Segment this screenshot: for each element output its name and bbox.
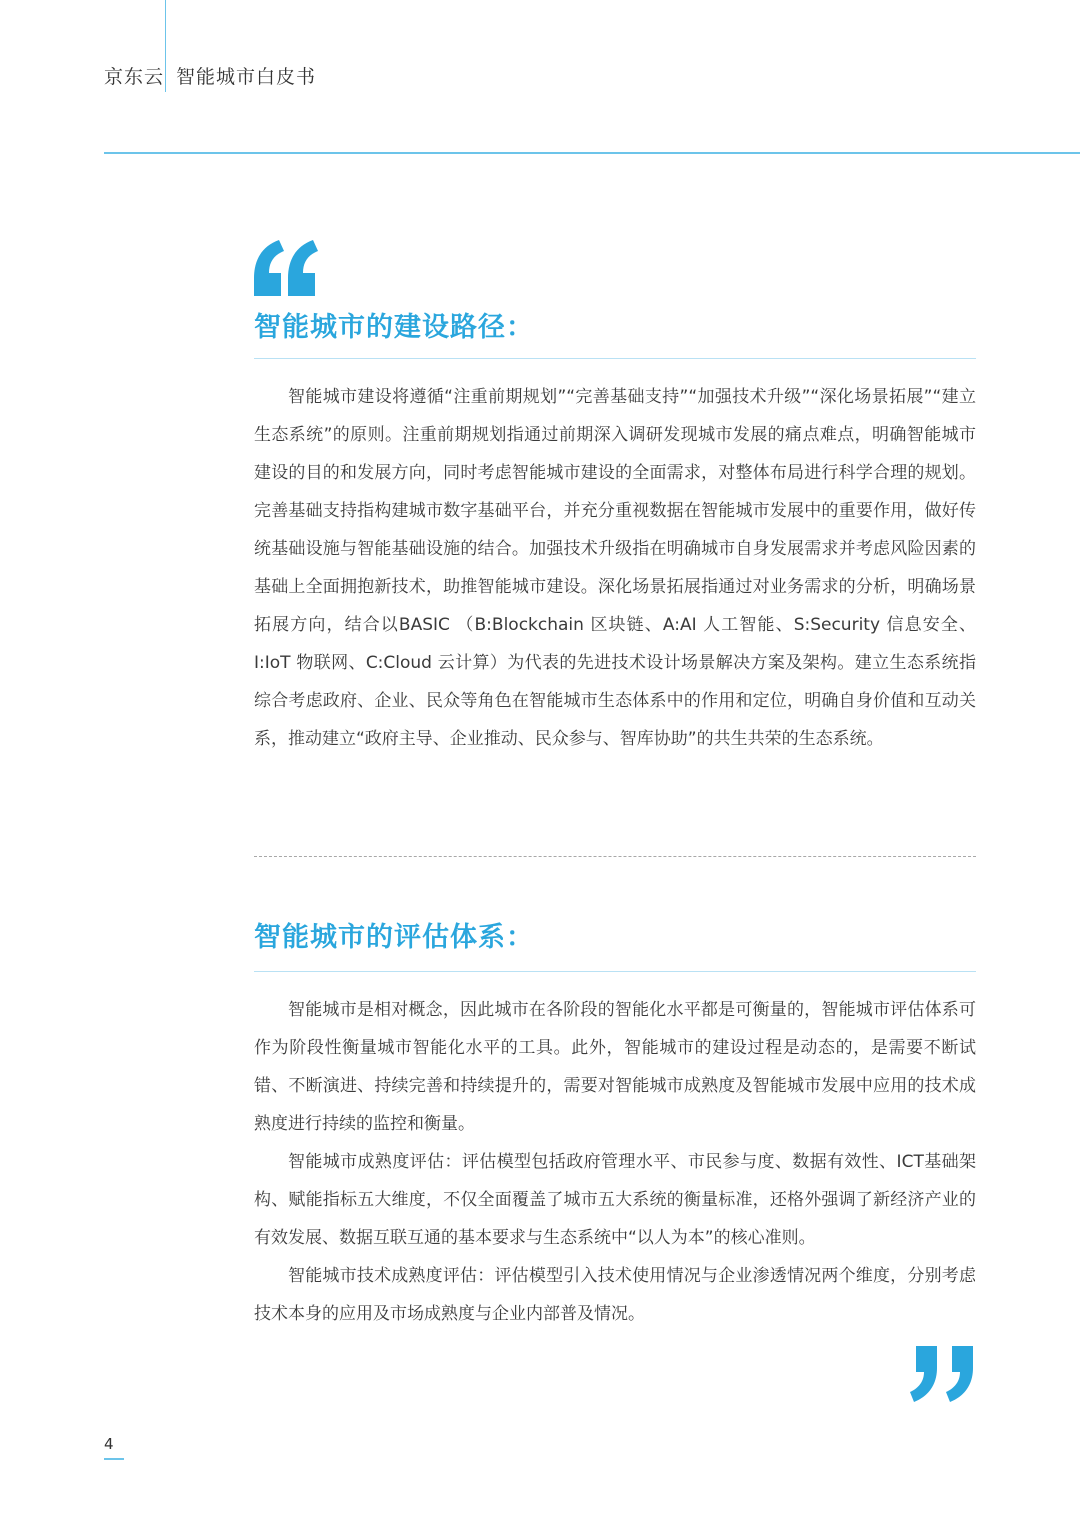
- section-body-construction-path: [254, 378, 976, 758]
- section-title-rule: [254, 358, 976, 359]
- header-title: 智能城市白皮书: [176, 66, 317, 88]
- open-quote-icon: [250, 238, 320, 296]
- section-separator: [254, 856, 976, 857]
- page-number: 4: [104, 1435, 114, 1453]
- paragraph: 智能城市建设将遵循“注重前期规划”“完善基础支持”“加强技术升级”“深化场景拓展”“建立生态系统”的原则。注重前期规划指通过前期深入调研发现城市发展的痛点难点，明确智能城市建设的目的和发展方向，同时考虑智能城市建设的全面需求，对整体布局进行科学合理的规划。完善基础支持指构建城市数字基础平台，并充分重视数据在智能城市发展中的重要作用，做好传统基础设施与智能基础设施的结合。加强技术升级指在明确城市自身发展需求并考虑风险因素的基础上全面拥抱新技术，助推智能城市建设。深化场景拓展指通过对业务需求的分析，明确场景拓展方向，结合以BASIC （B:Blockchain 区块链、A:AI 人工智能、S:Security 信息安全、I:IoT 物联网、C:Cloud 云计算）为代表的先进技术设计场景解决方案及架构。建立生态系统指综合考虑政府、企业、民众等角色在智能城市生态体系中的作用和定位，明确自身价值和互动关系，推动建立“政府主导、企业推动、民众参与、智库协助”的共生共荣的生态系统。: [254, 387, 976, 749]
- section-title-rule: [254, 971, 976, 972]
- section-title-evaluation-system: 智能城市的评估体系：: [254, 922, 534, 953]
- section-body-evaluation-system: [254, 991, 976, 1333]
- header-divider: [165, 0, 166, 92]
- header-brand: 京东云: [104, 66, 165, 88]
- paragraph: 智能城市技术成熟度评估：评估模型引入技术使用情况与企业渗透情况两个维度，分别考虑技术本身的应用及市场成熟度与企业内部普及情况。: [254, 1266, 976, 1324]
- page-number-underline: [104, 1458, 124, 1460]
- close-quote-icon: [910, 1346, 980, 1402]
- paragraph: 智能城市是相对概念，因此城市在各阶段的智能化水平都是可衡量的，智能城市评估体系可作为阶段性衡量城市智能化水平的工具。此外，智能城市的建设过程是动态的，是需要不断试错、不断演进、持续完善和持续提升的，需要对智能城市成熟度及智能城市发展中应用的技术成熟度进行持续的监控和衡量。: [254, 1000, 976, 1134]
- header-rule: [104, 152, 1080, 154]
- paragraph: 智能城市成熟度评估：评估模型包括政府管理水平、市民参与度、数据有效性、ICT基础架构、赋能指标五大维度，不仅全面覆盖了城市五大系统的衡量标准，还格外强调了新经济产业的有效发展、数据互联互通的基本要求与生态系统中“以人为本”的核心准则。: [254, 1152, 976, 1248]
- section-title-construction-path: 智能城市的建设路径：: [254, 312, 534, 343]
